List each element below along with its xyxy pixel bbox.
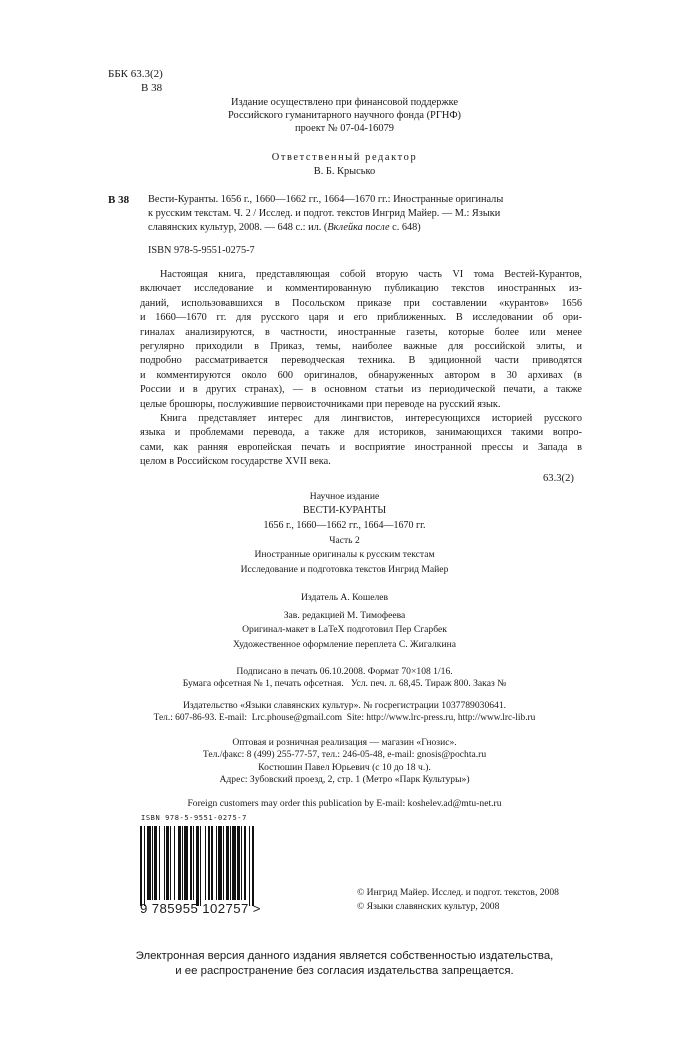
barcode-bar xyxy=(166,826,168,900)
abstract-line: и комментируются около 600 оригиналов, обнаруженных автором в 30 архивах (в xyxy=(140,369,582,381)
abstract-line: сами, как ранняя европейская печать и восприятие иностранной прессы и Запада в xyxy=(140,441,582,453)
barcode-bar xyxy=(205,826,206,900)
book-research: Исследование и подготовка текстов Ингрид Майер xyxy=(240,564,449,575)
foreign-orders: Foreign customers may order this publication by E-mail: koshelev.ad@mtu-net.ru xyxy=(187,798,502,809)
barcode-bar xyxy=(164,826,165,900)
abstract-paragraph xyxy=(140,414,582,472)
barcode-bar xyxy=(230,826,231,900)
barcode-digits: 9 785955 102757 > xyxy=(140,901,261,916)
barcode-bar xyxy=(178,826,180,900)
barcode-bar xyxy=(226,826,228,900)
staff-cover: Художественное оформление переплета С. Жигалкина xyxy=(232,639,456,650)
editor-label: Ответственный редактор xyxy=(271,152,418,163)
abstract-line: целые брошюры, послужившие первоисточниками при переводе на русский язык. xyxy=(140,398,501,410)
abstract-line: гиналах анализируются, в частности, иностранные газеты, которые более или менее xyxy=(140,326,582,338)
sales-info: Оптовая и розничная реализация — магазин «Гнозис». xyxy=(232,737,457,748)
copyright-line: © Ингрид Майер. Исслед. и подгот. текстов, 2008 xyxy=(357,887,559,898)
barcode-bar xyxy=(216,826,217,900)
barcode-bar xyxy=(140,826,142,906)
funding-line: Издание осуществлено при финансовой поддержке xyxy=(230,97,459,108)
barcode-bar xyxy=(193,826,194,900)
book-part: Часть 2 xyxy=(329,535,360,546)
catalog-line: к русским текстам. Ч. 2 / Исслед. и подгот. текстов Ингрид Майер. — М.: Языки xyxy=(148,208,501,219)
barcode-bar xyxy=(170,826,171,900)
funding-block xyxy=(0,98,689,137)
print-info: Бумага офсетная № 1, печать офсетная. Усл. печ. л. 68,45. Тираж 800. Заказ № xyxy=(182,678,507,689)
book-subtitle: Иностранные оригиналы к русским текстам xyxy=(254,549,435,560)
barcode-bar xyxy=(174,826,175,900)
staff-editor-head: Зав. редакцией М. Тимофеева xyxy=(283,610,406,621)
barcode-bar xyxy=(152,826,153,900)
abstract-paragraph xyxy=(140,270,582,414)
abstract-line: регулярно приходили в Приказ, темы, наиболее важные для российской элиты, и xyxy=(140,340,582,352)
classification: 63.3(2) xyxy=(543,473,574,484)
staff-publisher: Издатель А. Кошелев xyxy=(300,592,389,603)
barcode-bar xyxy=(184,826,188,900)
barcode-bar xyxy=(154,826,156,900)
electronic-notice: и ее распространение без согласия издательства запрещается. xyxy=(175,965,514,977)
abstract-line: и 1660—1670 гг. для русского царя и его приближенных. В исследовании об ори- xyxy=(140,312,582,324)
barcode-isbn-text: ISBN 978-5-9551-0275-7 xyxy=(141,814,247,822)
abstract-line: Настоящая книга, представляющая собой вторую часть VI тома Вестей-Курантов, xyxy=(160,269,582,280)
funding-line: проект № 07-04-16079 xyxy=(295,123,394,134)
barcode-bar xyxy=(237,826,239,900)
abstract-line: включает исследование и комментированную публикацию текстов иностранных из- xyxy=(140,283,582,295)
book-title: ВЕСТИ-КУРАНТЫ xyxy=(302,505,387,516)
barcode-bar xyxy=(182,826,183,900)
staff-layout: Оригинал-макет в LaTeX подготовил Пер Сгарбек xyxy=(242,624,447,635)
catalog-line: Вести-Куранты. 1656 г., 1660—1662 гг., 1664—1670 гг.: Иностранные оригиналы xyxy=(148,194,504,205)
edition-type: Научное издание xyxy=(309,491,380,502)
catalog-italic-note: Вклейка после xyxy=(327,222,390,233)
abstract-line: подробно рассматривается переводческая техника. В эдиционной части приводятся xyxy=(140,355,582,367)
print-info: Подписано в печать 06.10.2008. Формат 70×108 1/16. xyxy=(236,666,453,677)
publisher-contacts: Тел.: 607-86-93. E-mail: Lrc.phouse@gmail.com Site: http://www.lrc-press.ru, http://www.lrc-lib.ru xyxy=(153,713,536,723)
abstract-line: даний, использовавшихся в Посольском приказе при составлении «курантов» 1656 xyxy=(140,297,582,309)
abstract-line: Книга представляет интерес для лингвистов, интересующихся историей русского xyxy=(160,413,582,424)
barcode-bar xyxy=(196,826,198,906)
barcode-bar xyxy=(241,826,242,900)
author-mark: В 38 xyxy=(141,82,163,94)
barcode-bar xyxy=(190,826,191,900)
barcode-bar xyxy=(147,826,151,900)
barcode-bar xyxy=(144,826,145,906)
barcode-bar xyxy=(223,826,224,900)
catalog-note-end: с. 648) xyxy=(389,222,421,233)
catalog-code: В 38 xyxy=(108,194,130,206)
barcode-bar xyxy=(218,826,222,900)
barcode-icon xyxy=(140,826,290,900)
barcode-bar xyxy=(244,826,245,900)
barcode-bar xyxy=(232,826,236,900)
sales-info: Тел./факс: 8 (499) 255-77-57, тел.: 246-05-48, e-mail: gnosis@pochta.ru xyxy=(202,749,487,760)
barcode-bar xyxy=(252,826,254,906)
bbk-code: ББК 63.3(2) xyxy=(108,68,163,80)
editor-name: В. Б. Крысько xyxy=(313,166,376,177)
abstract-line: целом в Российском государстве XVII века. xyxy=(140,456,331,468)
barcode-bar xyxy=(211,826,213,900)
sales-info: Адрес: Зубовский проезд, 2, стр. 1 (Метро «Парк Культуры») xyxy=(219,774,470,785)
electronic-notice: Электронная версия данного издания является собственностью издательства, xyxy=(135,950,554,962)
copyright-line: © Языки славянских культур, 2008 xyxy=(357,901,500,912)
book-years: 1656 г., 1660—1662 гг., 1664—1670 гг. xyxy=(263,520,426,531)
funding-line: Российского гуманитарного научного фонда (РГНФ) xyxy=(227,110,462,121)
isbn: ISBN 978-5-9551-0275-7 xyxy=(148,245,255,256)
barcode-bar xyxy=(208,826,209,900)
abstract-line: России и в других странах), — в основном статьи из периодической печати, а также xyxy=(140,384,582,396)
barcode-bar xyxy=(249,826,250,906)
abstract-line: языка и проблемами перевода, а также для историков, занимающихся такими вопро- xyxy=(140,427,582,439)
catalog-line xyxy=(148,223,421,233)
publisher-info: Издательство «Языки славянских культур». № госрегистрации 1037789030641. xyxy=(182,700,507,711)
catalog-line-text: славянских культур, 2008. — 648 с.: ил. ( xyxy=(148,222,328,233)
barcode-bar xyxy=(200,826,201,906)
barcode-bar xyxy=(159,826,160,900)
sales-info: Костюшин Павел Юрьевич (с 10 до 18 ч.). xyxy=(258,762,431,773)
